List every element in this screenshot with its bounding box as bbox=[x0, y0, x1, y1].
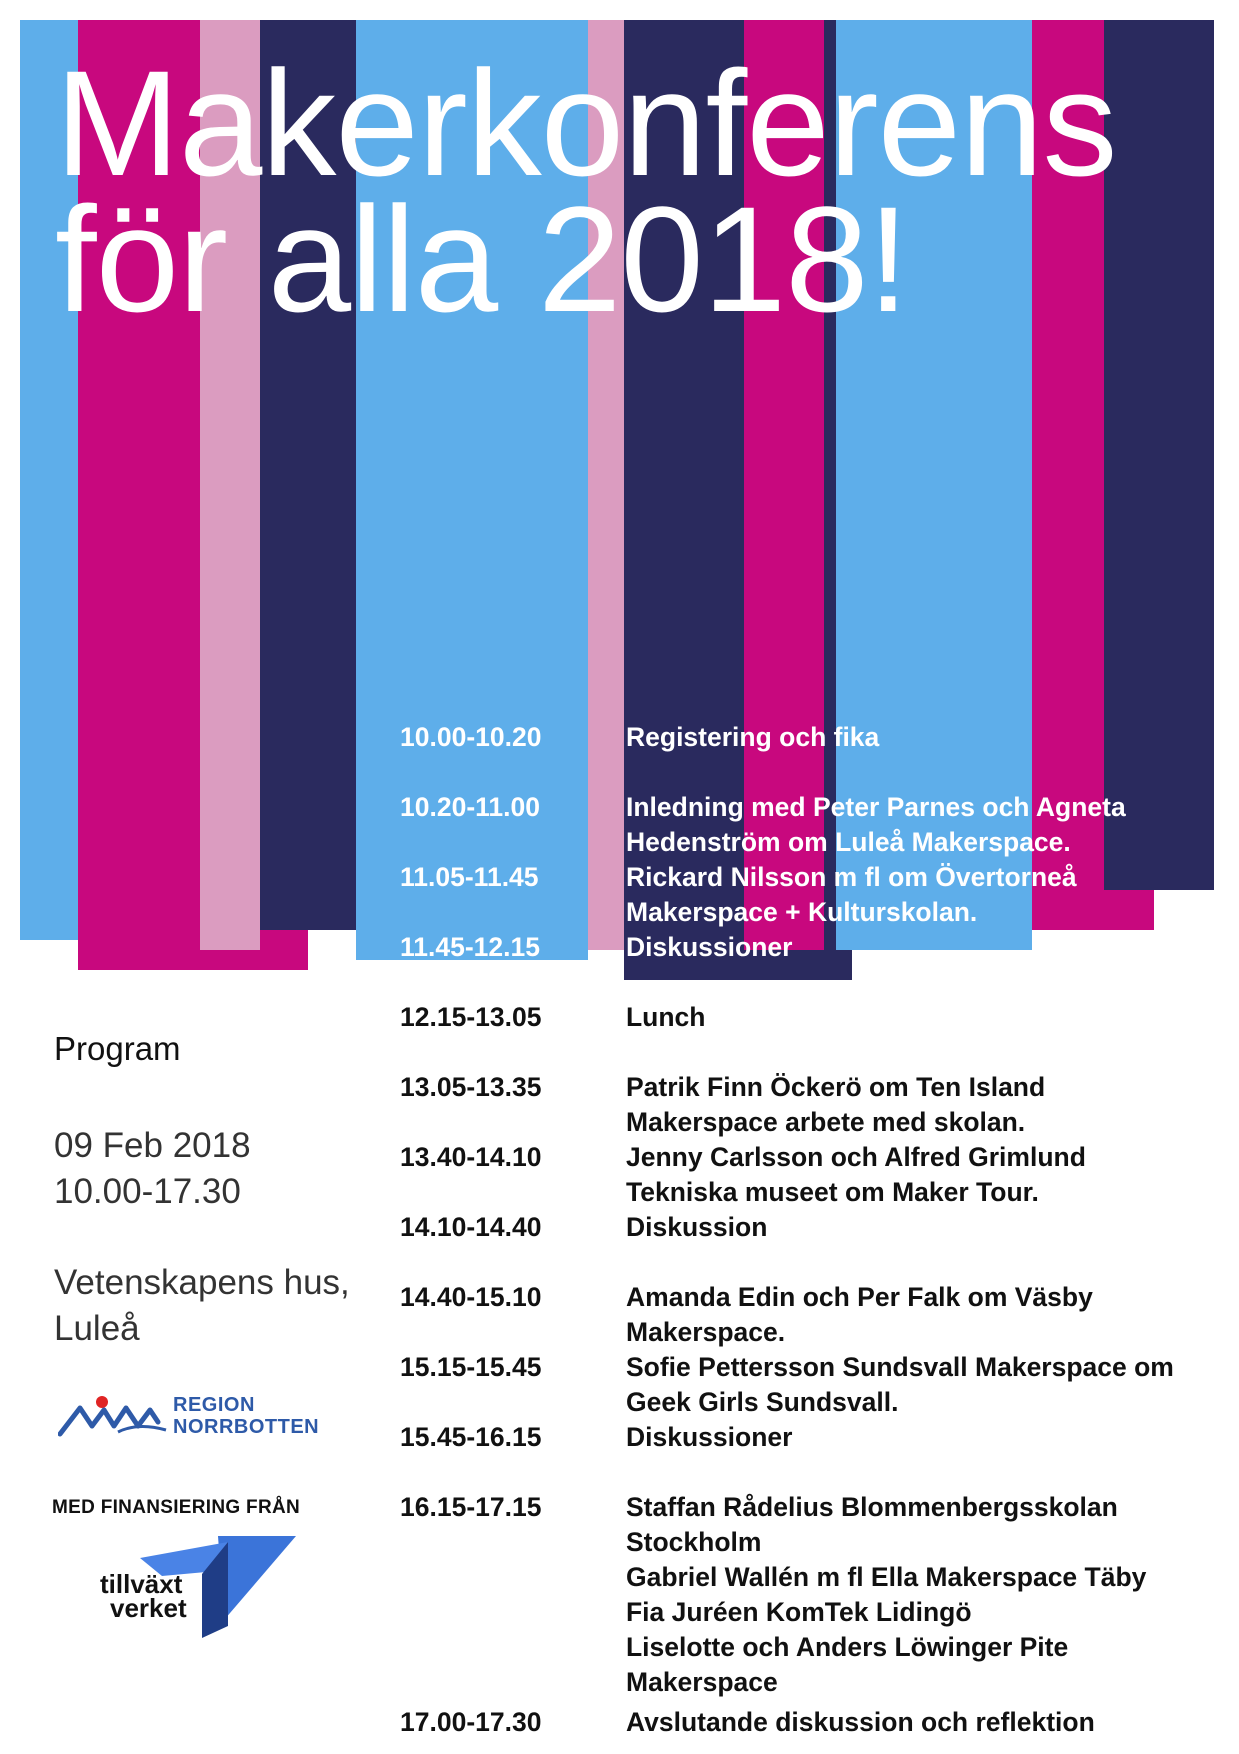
region-logo-line2: NORRBOTTEN bbox=[173, 1416, 320, 1438]
schedule-line: Hedenström om Luleå Makerspace. bbox=[626, 827, 1071, 857]
schedule-line: Tekniska museet om Maker Tour. bbox=[626, 1177, 1039, 1207]
schedule-time: 14.10-14.40 bbox=[400, 1212, 542, 1242]
schedule-line: Gabriel Wallén m fl Ella Makerspace Täby bbox=[626, 1562, 1147, 1592]
schedule-line: Makerspace bbox=[626, 1667, 778, 1697]
schedule-line: Staffan Rådelius Blommenbergsskolan bbox=[626, 1492, 1118, 1522]
schedule-line: Makerspace arbete med skolan. bbox=[626, 1107, 1026, 1137]
schedule-line: Geek Girls Sundsvall. bbox=[626, 1387, 899, 1417]
schedule-description bbox=[626, 1070, 1236, 1140]
venue-line2: Luleå bbox=[54, 1309, 140, 1348]
venue-line1: Vetenskapens hus, bbox=[54, 1263, 350, 1302]
schedule-description bbox=[626, 1490, 1236, 1700]
event-date-block bbox=[54, 1123, 251, 1215]
schedule-line: Lunch bbox=[626, 1002, 706, 1032]
schedule-line: Diskussioner bbox=[626, 932, 793, 962]
schedule-line: Registering och fika bbox=[626, 722, 880, 752]
region-norrbotten-text bbox=[173, 1394, 319, 1438]
schedule-time: 12.15-13.05 bbox=[400, 1002, 542, 1032]
poster-title-line1: Makerkonferens bbox=[55, 39, 1117, 207]
schedule-description bbox=[626, 720, 1236, 755]
tillvaxtverket-line1: tillväxt bbox=[100, 1569, 183, 1599]
tillvaxtverket-logo bbox=[100, 1530, 300, 1640]
schedule-line: Makerspace. bbox=[626, 1317, 786, 1347]
schedule-time: 11.05-11.45 bbox=[400, 862, 539, 892]
schedule-description bbox=[626, 1000, 1236, 1035]
schedule-line: Sofie Pettersson Sundsvall Makerspace om bbox=[626, 1352, 1174, 1382]
schedule-time: 15.15-15.45 bbox=[400, 1352, 542, 1382]
schedule-line: Patrik Finn Öckerö om Ten Island bbox=[626, 1072, 1046, 1102]
schedule-line: Amanda Edin och Per Falk om Väsby bbox=[626, 1282, 1093, 1312]
schedule-time: 16.15-17.15 bbox=[400, 1492, 542, 1522]
schedule-description bbox=[626, 1210, 1236, 1245]
schedule-time: 10.20-11.00 bbox=[400, 792, 540, 822]
poster-title bbox=[55, 39, 1117, 343]
schedule-time: 13.05-13.35 bbox=[400, 1072, 542, 1102]
schedule-line: Rickard Nilsson m fl om Övertorneå bbox=[626, 862, 1077, 892]
region-norrbotten-mark-icon bbox=[58, 1392, 170, 1442]
schedule-time: 10.00-10.20 bbox=[400, 722, 542, 752]
schedule-description bbox=[626, 1420, 1236, 1455]
schedule-description bbox=[626, 1350, 1236, 1420]
schedule-line: Liselotte och Anders Löwinger Pite bbox=[626, 1632, 1069, 1662]
poster-title-line2: för alla 2018! bbox=[55, 175, 909, 343]
funding-label: MED FINANSIERING FRÅN bbox=[52, 1497, 301, 1518]
schedule-description bbox=[626, 1705, 1236, 1740]
schedule-description bbox=[626, 790, 1236, 860]
schedule-line: Makerspace + Kulturskolan. bbox=[626, 897, 978, 927]
schedule-line: Diskussioner bbox=[626, 1422, 793, 1452]
schedule-line: Jenny Carlsson och Alfred Grimlund bbox=[626, 1142, 1086, 1172]
schedule-description bbox=[626, 1140, 1236, 1210]
schedule-time: 13.40-14.10 bbox=[400, 1142, 542, 1172]
schedule-time: 11.45-12.15 bbox=[400, 932, 540, 962]
schedule-line: Avslutande diskussion och reflektion bbox=[626, 1707, 1095, 1737]
schedule-line: Diskussion bbox=[626, 1212, 768, 1242]
schedule-line: Fia Juréen KomTek Lidingö bbox=[626, 1597, 972, 1627]
venue-block bbox=[54, 1260, 350, 1352]
schedule-description bbox=[626, 930, 1236, 965]
schedule-time: 17.00-17.30 bbox=[400, 1707, 542, 1737]
program-heading: Program bbox=[54, 1030, 181, 1067]
event-time: 10.00-17.30 bbox=[54, 1172, 241, 1211]
schedule-line: Inledning med Peter Parnes och Agneta bbox=[626, 792, 1126, 822]
region-norrbotten-logo bbox=[58, 1392, 318, 1452]
tillvaxtverket-line2: verket bbox=[110, 1593, 187, 1623]
tillvaxtverket-text bbox=[100, 1569, 187, 1623]
event-date: 09 Feb 2018 bbox=[54, 1126, 251, 1165]
region-logo-line1: REGION bbox=[173, 1394, 255, 1416]
schedule-time: 15.45-16.15 bbox=[400, 1422, 542, 1452]
stripe-navy-3 bbox=[1104, 20, 1214, 890]
schedule-time: 14.40-15.10 bbox=[400, 1282, 542, 1312]
schedule-description bbox=[626, 1280, 1236, 1350]
schedule-description bbox=[626, 860, 1236, 930]
schedule-line: Stockholm bbox=[626, 1527, 762, 1557]
